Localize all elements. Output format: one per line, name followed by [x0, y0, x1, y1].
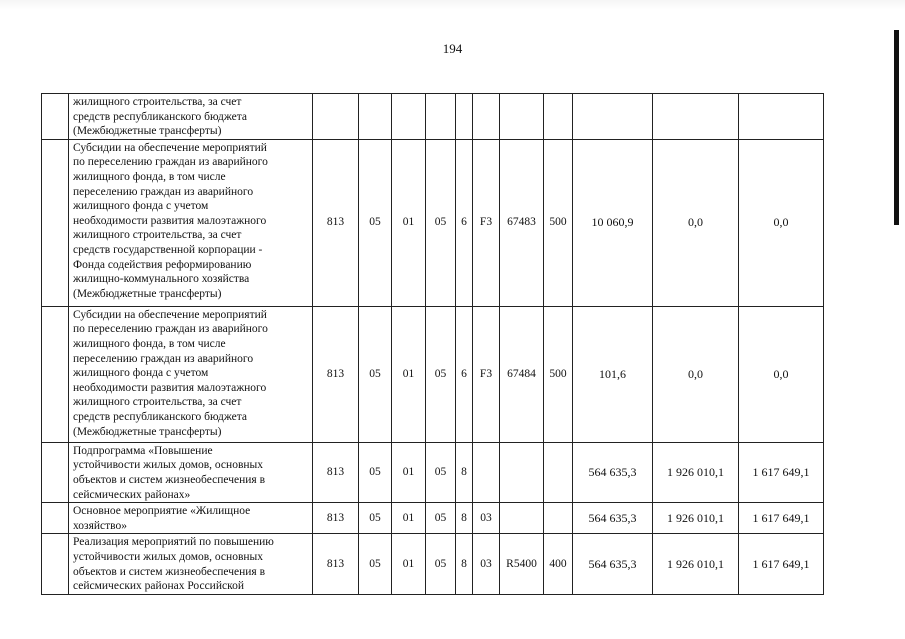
expense-type-cell: [544, 503, 573, 534]
subsection-code-cell: 01: [392, 139, 426, 306]
row-name-cell: жилищного строительства, за счет средств республиканского бюджета (Межбюджетные трансферты): [69, 94, 313, 140]
row-stub-cell: [42, 94, 69, 140]
main-event-code-cell: [473, 94, 500, 140]
subprogram-code-cell: 8: [456, 503, 473, 534]
amount-year2-cell: [653, 94, 739, 140]
program-code-cell: 05: [426, 306, 456, 442]
amount-year3-cell: [739, 94, 824, 140]
amount-year1-cell: 564 635,3: [573, 534, 653, 594]
expense-type-cell: 500: [544, 139, 573, 306]
admin-code-cell: 813: [313, 503, 359, 534]
row-name-cell: Субсидии на обеспечение мероприятий по переселению граждан из аварийного жилищного фонда, в том числе переселению граждан из аварийного жилищного фонда с учетом необходимости развития малоэтажного жилищного строительства, за счет средств государственной корпорации - Фонда содействия реформированию жилищно-коммунального хозяйства (Межбюджетные трансферты): [69, 139, 313, 306]
amount-year2-cell: 1 926 010,1: [653, 442, 739, 502]
direction-code-cell: 67484: [500, 306, 544, 442]
table-row: [42, 139, 824, 306]
amount-year1-cell: 564 635,3: [573, 503, 653, 534]
subprogram-code-cell: 8: [456, 534, 473, 594]
main-event-code-cell: 03: [473, 534, 500, 594]
subsection-code-cell: [392, 94, 426, 140]
amount-year2-cell: 1 926 010,1: [653, 503, 739, 534]
admin-code-cell: 813: [313, 306, 359, 442]
section-code-cell: 05: [359, 306, 392, 442]
subprogram-code-cell: [456, 94, 473, 140]
amount-year3-cell: 0,0: [739, 306, 824, 442]
direction-code-cell: R5400: [500, 534, 544, 594]
section-code-cell: [359, 94, 392, 140]
amount-year1-cell: 10 060,9: [573, 139, 653, 306]
amount-year3-cell: 1 617 649,1: [739, 442, 824, 502]
amount-year2-cell: 0,0: [653, 139, 739, 306]
row-stub-cell: [42, 503, 69, 534]
direction-code-cell: [500, 442, 544, 502]
table-row: [42, 306, 824, 442]
expense-type-cell: 500: [544, 306, 573, 442]
main-event-code-cell: F3: [473, 306, 500, 442]
budget-table: [41, 93, 824, 595]
amount-year3-cell: 1 617 649,1: [739, 503, 824, 534]
scan-binding-mark: [894, 30, 899, 225]
row-name-cell: Реализация мероприятий по повышению устойчивости жилых домов, основных объектов и систем жизнеобеспечения в сейсмических районах Российской: [69, 534, 313, 594]
row-name-cell: Субсидии на обеспечение мероприятий по переселению граждан из аварийного жилищного фонда, в том числе переселению граждан из аварийного жилищного фонда с учетом необходимости развития малоэтажного жилищного строительства, за счет средств республиканского бюджета (Межбюджетные трансферты): [69, 306, 313, 442]
table-row: [42, 503, 824, 534]
amount-year3-cell: 1 617 649,1: [739, 534, 824, 594]
row-stub-cell: [42, 306, 69, 442]
amount-year1-cell: 564 635,3: [573, 442, 653, 502]
expense-type-cell: [544, 94, 573, 140]
main-event-code-cell: F3: [473, 139, 500, 306]
table-row: [42, 94, 824, 140]
subsection-code-cell: 01: [392, 534, 426, 594]
admin-code-cell: 813: [313, 139, 359, 306]
amount-year1-cell: 101,6: [573, 306, 653, 442]
subprogram-code-cell: 8: [456, 442, 473, 502]
direction-code-cell: [500, 94, 544, 140]
program-code-cell: 05: [426, 139, 456, 306]
program-code-cell: [426, 94, 456, 140]
program-code-cell: 05: [426, 534, 456, 594]
section-code-cell: 05: [359, 139, 392, 306]
row-name-cell: Подпрограмма «Повышение устойчивости жилых домов, основных объектов и систем жизнеобеспечения в сейсмических районах»: [69, 442, 313, 502]
scan-top-edge: [0, 0, 905, 10]
section-code-cell: 05: [359, 503, 392, 534]
table-row: [42, 442, 824, 502]
program-code-cell: 05: [426, 442, 456, 502]
amount-year3-cell: 0,0: [739, 139, 824, 306]
direction-code-cell: [500, 503, 544, 534]
main-event-code-cell: [473, 442, 500, 502]
amount-year2-cell: 0,0: [653, 306, 739, 442]
program-code-cell: 05: [426, 503, 456, 534]
subsection-code-cell: 01: [392, 503, 426, 534]
subsection-code-cell: 01: [392, 306, 426, 442]
page-number: 194: [442, 41, 463, 56]
subprogram-code-cell: 6: [456, 306, 473, 442]
direction-code-cell: 67483: [500, 139, 544, 306]
expense-type-cell: [544, 442, 573, 502]
section-code-cell: 05: [359, 534, 392, 594]
subsection-code-cell: 01: [392, 442, 426, 502]
amount-year2-cell: 1 926 010,1: [653, 534, 739, 594]
row-stub-cell: [42, 442, 69, 502]
row-name-cell: Основное мероприятие «Жилищное хозяйство»: [69, 503, 313, 534]
row-stub-cell: [42, 534, 69, 594]
main-event-code-cell: 03: [473, 503, 500, 534]
admin-code-cell: [313, 94, 359, 140]
amount-year1-cell: [573, 94, 653, 140]
table-row: [42, 534, 824, 594]
row-stub-cell: [42, 139, 69, 306]
admin-code-cell: 813: [313, 442, 359, 502]
admin-code-cell: 813: [313, 534, 359, 594]
section-code-cell: 05: [359, 442, 392, 502]
expense-type-cell: 400: [544, 534, 573, 594]
subprogram-code-cell: 6: [456, 139, 473, 306]
